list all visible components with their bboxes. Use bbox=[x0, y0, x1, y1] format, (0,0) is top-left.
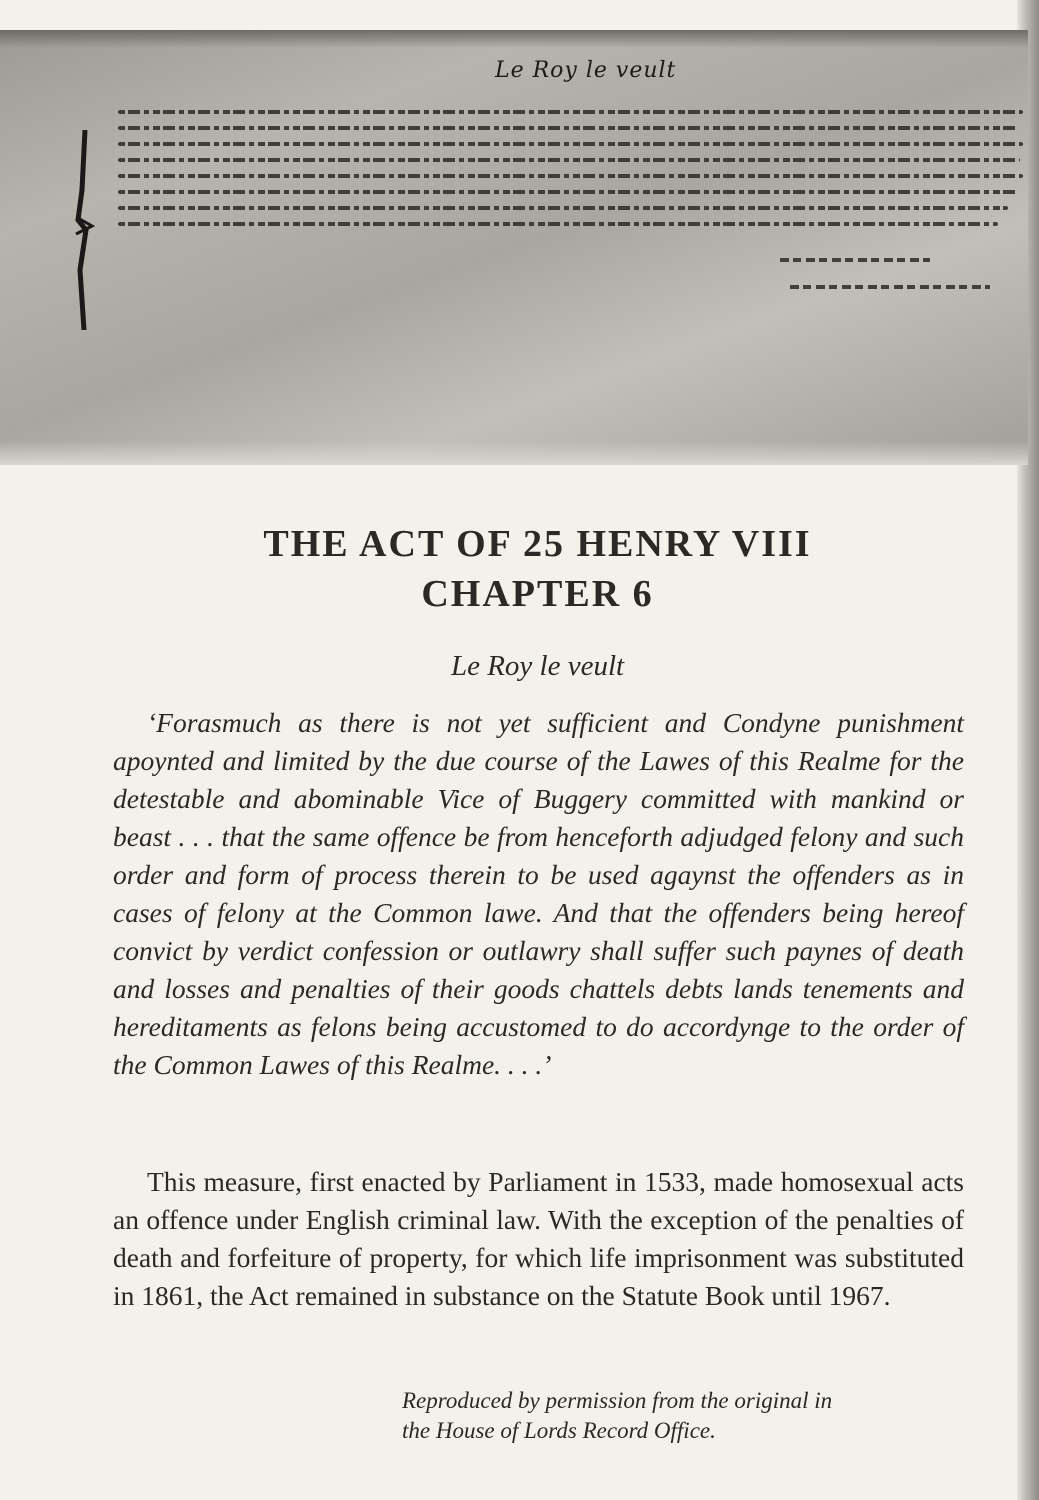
manuscript-line bbox=[118, 110, 1023, 114]
manuscript-line bbox=[118, 126, 1018, 130]
manuscript-heading: Le Roy le veult bbox=[495, 58, 677, 83]
act-quotation: ‘Forasmuch as there is not yet sufficient and Condyne punishment apoynted and limited by the due course of the Lawes of this Realme for the detestable and abominable Vice of Buggery committed with mankind or beast . . . that the same offence be from henceforth adjudged felony and such order and form of process therein to be used agaynst the offenders as in cases of felony at the Common lawe. And that the offenders being hereof convict by verdict confession or outlawry shall suffer such paynes of death and losses and penalties of their goods chattels debts lands tenements and hereditaments as felons being accustomed to do accordynge to the order of the Common Lawes of this Realme. . . .’ bbox=[113, 707, 964, 1080]
image-credit bbox=[402, 1386, 962, 1446]
credit-line-2: the House of Lords Record Office. bbox=[402, 1418, 716, 1443]
manuscript-line bbox=[118, 222, 998, 226]
manuscript-line bbox=[118, 206, 1008, 210]
manuscript-line bbox=[118, 142, 1023, 146]
page-title-line-1: THE ACT OF 25 HENRY VIII bbox=[263, 523, 812, 565]
manuscript-annotation bbox=[780, 258, 930, 262]
manuscript-annotation bbox=[790, 285, 990, 289]
manuscript-line bbox=[118, 190, 1018, 194]
manuscript-line bbox=[118, 174, 1023, 178]
manuscript-text-lines bbox=[118, 110, 1023, 238]
credit-line-1: Reproduced by permission from the original in bbox=[402, 1388, 833, 1413]
seal-ribbon-icon bbox=[70, 130, 100, 330]
page-title-line-2: CHAPTER 6 bbox=[421, 573, 654, 615]
manuscript-top-shadow bbox=[0, 30, 1028, 48]
commentary-paragraph: This measure, first enacted by Parliament in 1533, made homosexual acts an offence under English criminal law. With the exception of the penalties of death and forfeiture of property, for which life imprisonment was substituted in 1861, the Act remained in substance on the Statute Book until 1967. bbox=[113, 1166, 964, 1311]
manuscript-photograph bbox=[0, 30, 1028, 465]
page-subtitle: Le Roy le veult bbox=[450, 650, 625, 682]
manuscript-bottom-fade bbox=[0, 441, 1028, 465]
manuscript-line bbox=[118, 158, 1020, 162]
